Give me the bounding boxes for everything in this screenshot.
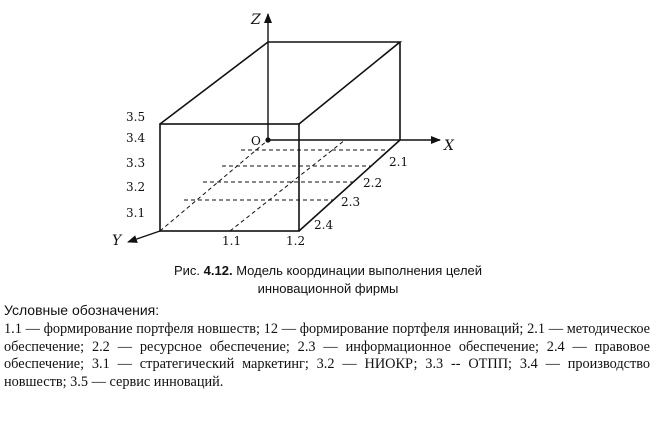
figure-caption: [0, 262, 656, 298]
y-axis: [128, 231, 160, 242]
caption-text-line2: инновационной фирмы: [257, 281, 399, 296]
origin-label: O: [251, 134, 261, 148]
x-level-label: 1.2: [286, 234, 306, 248]
x-axis-label: X: [444, 138, 454, 154]
caption-label: Рис.: [173, 263, 201, 278]
y-axis-label: Y: [112, 233, 122, 249]
z-level-label: 3.4: [126, 131, 146, 145]
origin-point: [265, 137, 270, 142]
depth-level-label: 2.2: [363, 176, 383, 190]
caption-number: 4.12.: [203, 263, 233, 278]
legend-title: Условные обозначения:: [4, 302, 160, 318]
depth-level-label: 2.3: [341, 195, 361, 209]
depth-level-label: 2.1: [389, 155, 409, 169]
x-level-label: 1.1: [222, 234, 242, 248]
z-level-label: 3.3: [126, 156, 146, 170]
z-level-label: 3.1: [126, 206, 146, 220]
caption-text-line1: Модель координации выполнения целей: [236, 263, 483, 278]
z-axis-label: Z: [251, 12, 261, 28]
box-outline: [160, 42, 400, 231]
legend-body: 1.1 — формирование портфеля новшеств; 12 — формирование портфеля инноваций; 2.1 — методическое обеспечение; 2.2 — ресурсное обеспечение; 2.3 — информационное обеспечение; 2.4 — правовое обеспечение; 3.1 — стратегический маркетинг; 3.2 — НИОКР; 3.3 -- ОТПП; 3.4 — производство новшеств; 3.5 — сервис инноваций.: [4, 321, 650, 390]
z-level-label: 3.2: [126, 180, 146, 194]
z-level-label: 3.5: [126, 110, 146, 124]
depth-level-label: 2.4: [314, 218, 334, 232]
